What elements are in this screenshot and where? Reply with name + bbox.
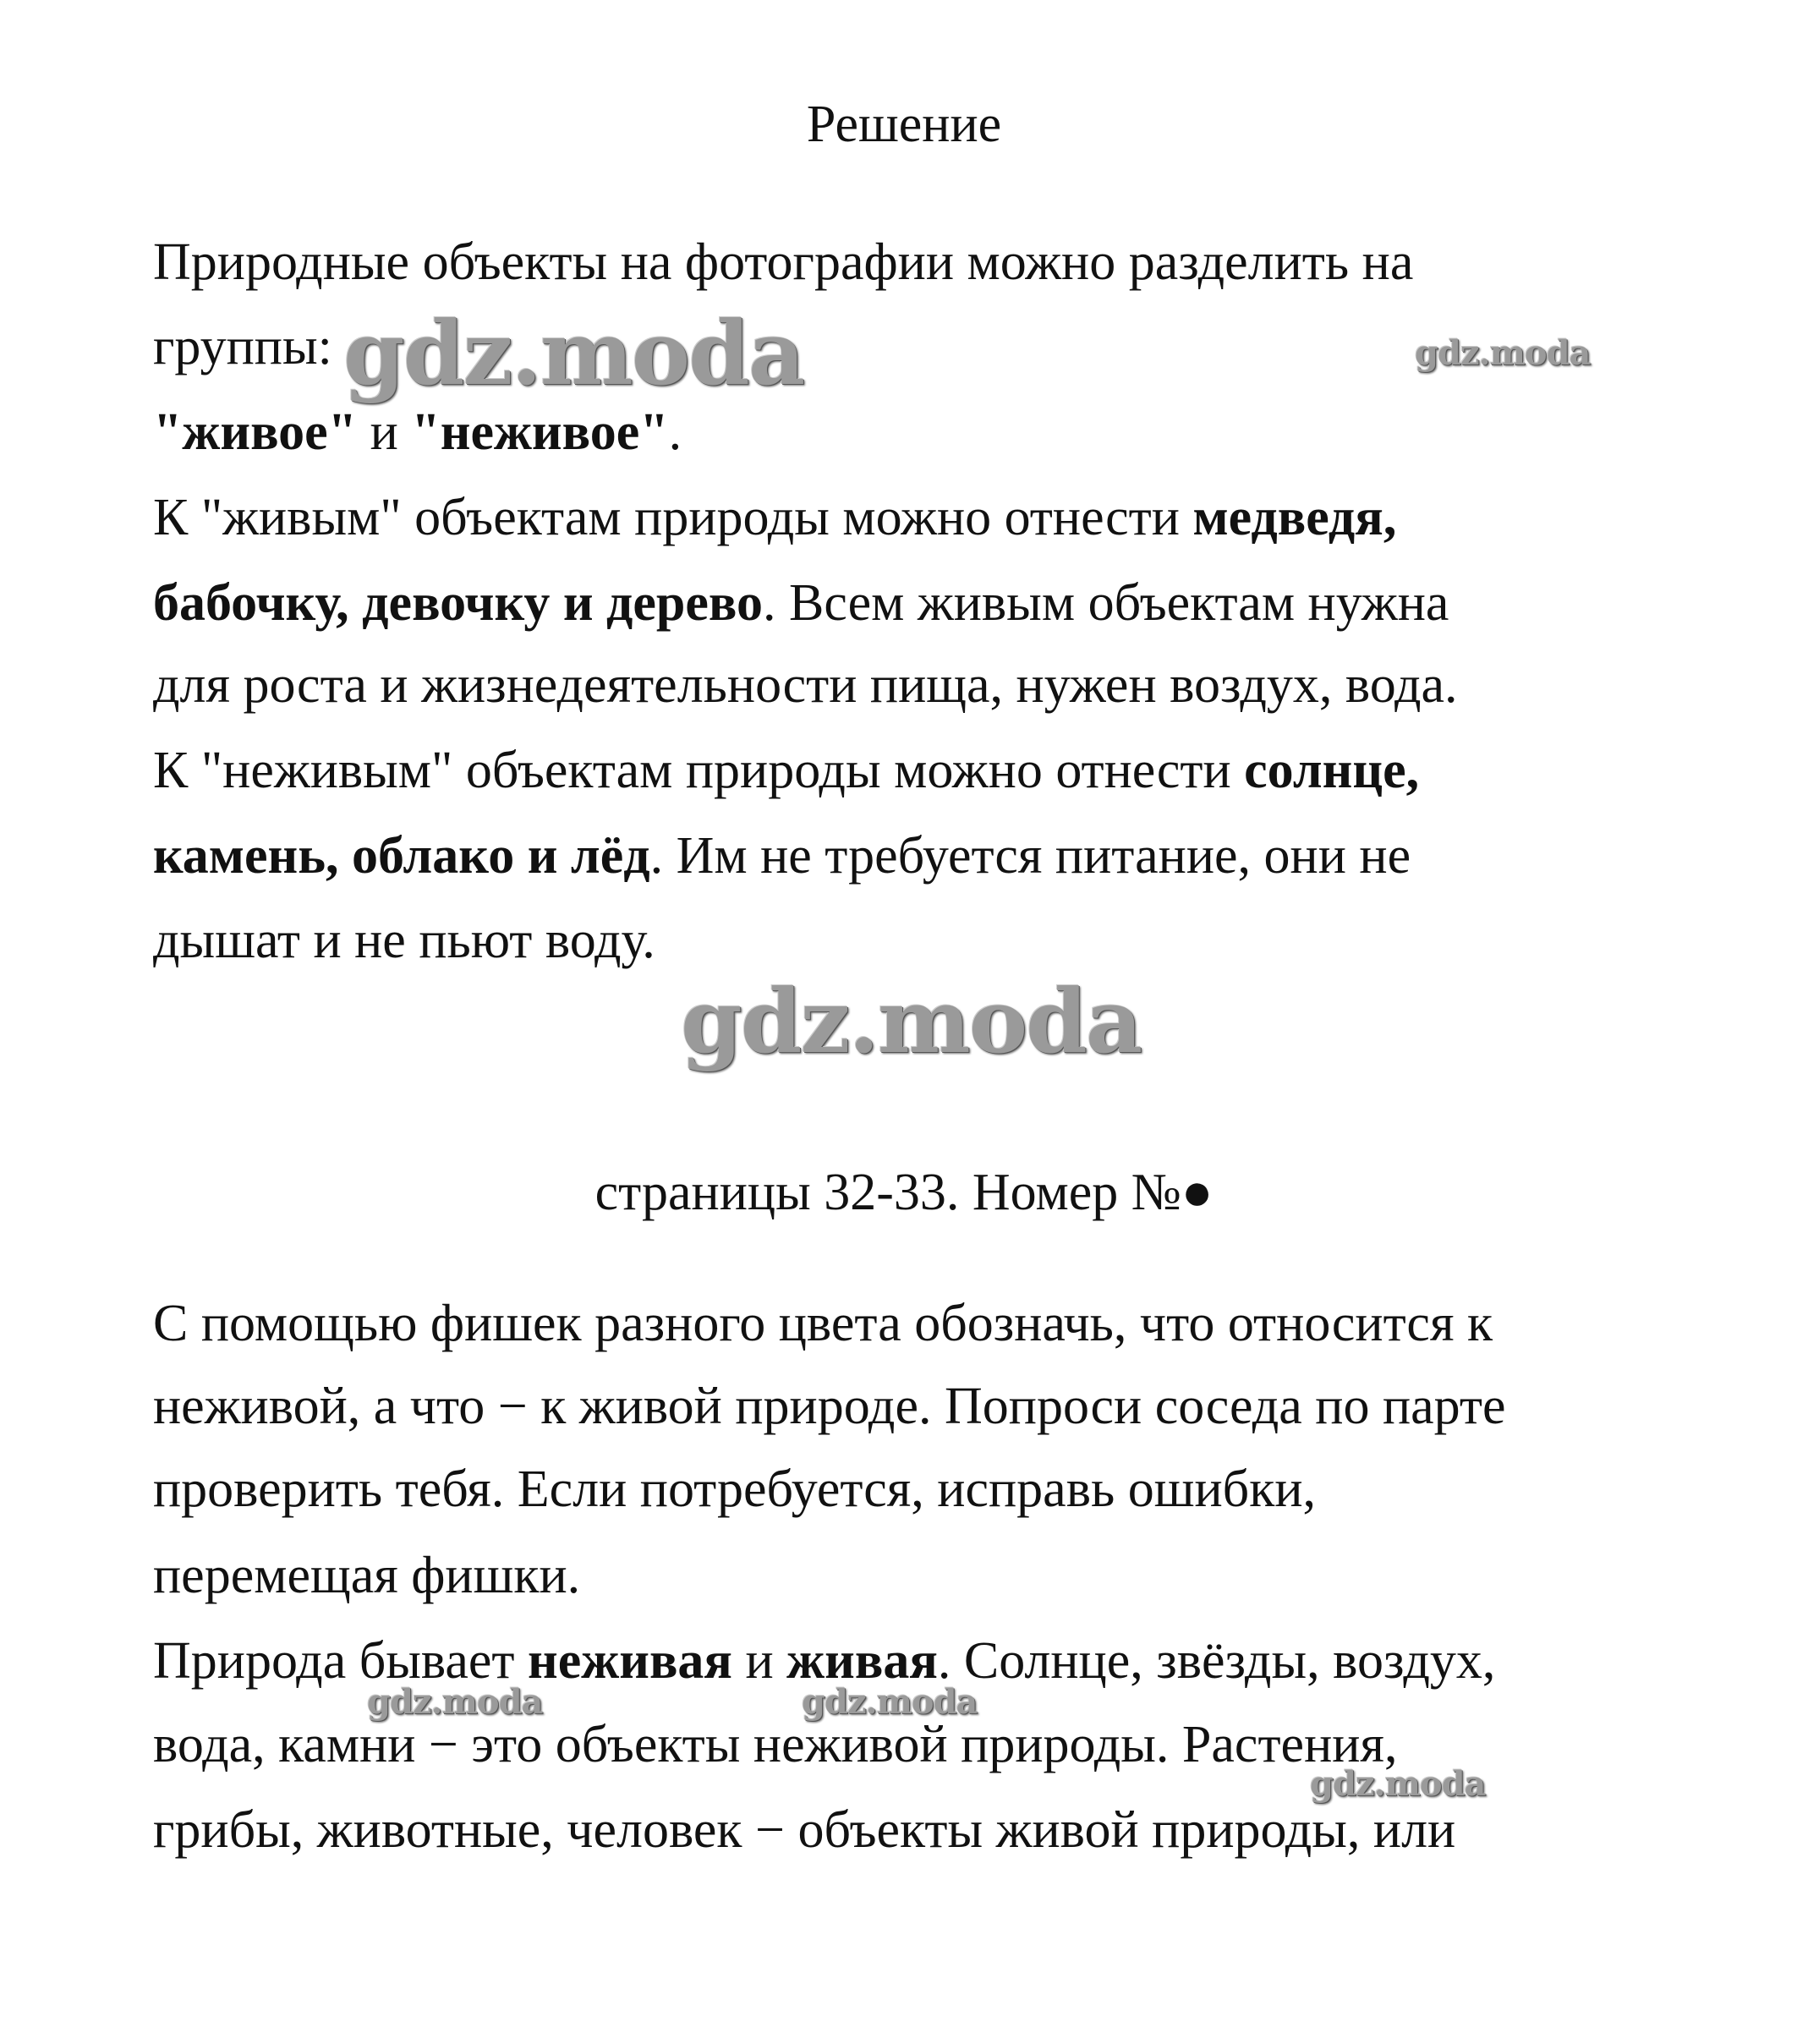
text: К "неживым" объектам природы можно отнести	[153, 742, 1245, 799]
text-line	[153, 573, 1449, 633]
text-line	[153, 1293, 1493, 1354]
watermark: gdz.moda	[367, 1682, 543, 1722]
text-line	[153, 825, 1411, 886]
text-line	[153, 1545, 580, 1606]
text: и	[357, 403, 412, 461]
bold-text: живая	[786, 1632, 938, 1690]
text: . Им не требуется питание, они не	[649, 827, 1411, 885]
bold-text: "неживое"	[411, 403, 669, 461]
solution-title: Решение	[806, 96, 1002, 153]
text: грибы, животные, человек − объекты живой природы, или	[153, 1801, 1456, 1859]
text-line	[153, 740, 1419, 801]
text: проверить тебя. Если потребуется, исправь ошибки,	[153, 1460, 1317, 1518]
watermark: gdz.moda	[1310, 1764, 1486, 1804]
watermark: gdz.moda	[681, 969, 1142, 1073]
watermark: gdz.moda	[1415, 333, 1591, 373]
text: для роста и жизнедеятельности пища, нужен воздух, вода.	[153, 656, 1458, 714]
text-line	[153, 1459, 1316, 1520]
text-line	[153, 487, 1396, 548]
text-line	[153, 402, 682, 463]
bold-text: "живое"	[153, 403, 358, 461]
text-line	[153, 1800, 1455, 1860]
text: неживой, а что − к живой природе. Попроси соседа по парте	[153, 1378, 1506, 1435]
text: дышат и не пьют воду.	[153, 912, 655, 969]
text-line	[153, 910, 655, 971]
text-line	[153, 1376, 1505, 1437]
text: Природные объекты на фотографии можно разделить на	[153, 233, 1414, 291]
text: Природа бывает	[153, 1632, 529, 1690]
text-line	[153, 655, 1458, 715]
text: . Всем живым объектам нужна	[763, 574, 1449, 632]
bold-text: неживая	[528, 1632, 732, 1690]
text-line	[153, 316, 332, 377]
watermark: gdz.moda	[802, 1682, 978, 1722]
bold-text: медведя,	[1192, 489, 1397, 546]
text: К "живым" объектам природы можно отнести	[153, 489, 1193, 546]
text: С помощью фишек разного цвета обозначь, что относится к	[153, 1295, 1493, 1352]
text: и	[731, 1632, 787, 1690]
bold-text: камень, облако и лёд	[153, 827, 650, 885]
text: вода, камни − это объекты неживой природы. Растения,	[153, 1716, 1398, 1773]
bold-text: бабочку, девочку и дерево	[153, 574, 763, 632]
text-line	[153, 232, 1413, 293]
text-line	[153, 1714, 1397, 1775]
bold-text: солнце,	[1244, 742, 1420, 799]
text: группы:	[153, 318, 332, 375]
text: .	[668, 403, 682, 461]
text: . Солнце, звёзды, воздух,	[937, 1632, 1496, 1690]
section-heading: страницы 32-33. Номер №●	[594, 1164, 1214, 1221]
watermark: gdz.moda	[343, 301, 804, 405]
text: перемещая фишки.	[153, 1547, 581, 1604]
